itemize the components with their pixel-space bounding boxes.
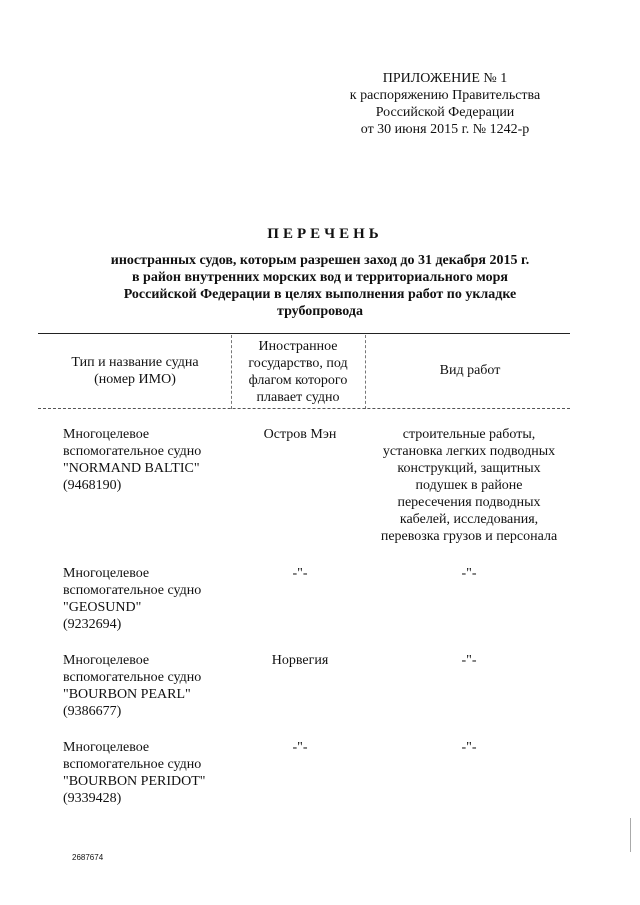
vessel-type: вспомогательное судно [63, 670, 202, 685]
header-column-divider [365, 335, 366, 409]
work-line: -"- [461, 566, 477, 581]
flag-state: Норвегия [271, 653, 329, 668]
work-line: кабелей, исследования, [399, 512, 539, 527]
flag-cell [235, 426, 365, 443]
work-cell [358, 739, 580, 756]
vessel-name: "NORMAND BALTIC" [63, 461, 200, 476]
work-line: подушек в районе [415, 478, 523, 493]
work-line: -"- [461, 740, 477, 755]
vessel-cell [63, 426, 238, 494]
subtitle-line: иностранных судов, которым разрешен заход до 31 декабря 2015 г. [110, 253, 530, 268]
scan-edge-mark [630, 818, 631, 852]
appendix-order-line: к распоряжению Правительства [349, 88, 541, 103]
header-column-divider [231, 335, 232, 409]
work-line: перевозка грузов и персонала [380, 529, 558, 544]
work-line: установка легких подводных [382, 444, 556, 459]
header-work [380, 362, 560, 379]
work-line: -"- [461, 653, 477, 668]
flag-cell [235, 652, 365, 669]
subtitle-line: трубопровода [277, 304, 363, 319]
header-vessel-line: (номер ИМО) [94, 372, 176, 387]
vessel-type: Многоцелевое [63, 653, 150, 668]
flag-cell [235, 739, 365, 756]
flag-state: -"- [292, 740, 308, 755]
document-title: ПЕРЕЧЕНЬ [267, 226, 383, 242]
header-vessel [45, 354, 225, 388]
vessel-name: "BOURBON PEARL" [63, 687, 191, 702]
vessel-imo: (9468190) [63, 478, 122, 493]
vessel-type: вспомогательное судно [63, 583, 202, 598]
subtitle-line: Российской Федерации в целях выполнения работ по укладке [123, 287, 517, 302]
work-cell [358, 565, 580, 582]
work-line: строительные работы, [402, 427, 536, 442]
vessel-name: "GEOSUND" [63, 600, 142, 615]
table-top-rule [38, 333, 570, 334]
vessel-imo: (9339428) [63, 791, 122, 806]
appendix-date-line: от 30 июня 2015 г. № 1242-р [360, 122, 530, 137]
header-flag-line: Иностранное [258, 339, 338, 354]
subtitle-line: в район внутренних морских вод и территориального моря [132, 270, 508, 285]
vessel-type: вспомогательное судно [63, 757, 202, 772]
vessel-type: вспомогательное судно [63, 444, 202, 459]
vessel-cell [63, 652, 238, 720]
vessel-name: "BOURBON PERIDOT" [63, 774, 206, 789]
flag-state: -"- [292, 566, 308, 581]
work-line: конструкций, защитных [397, 461, 541, 476]
header-bottom-rule [38, 408, 570, 409]
flag-cell [235, 565, 365, 582]
header-flag-line: флагом которого [248, 373, 348, 388]
header-vessel-line: Тип и название судна [71, 355, 199, 370]
work-line: пересечения подводных [397, 495, 541, 510]
header-flag [233, 338, 363, 406]
header-work-line: Вид работ [439, 363, 501, 378]
vessel-type: Многоцелевое [63, 740, 150, 755]
vessel-type: Многоцелевое [63, 566, 150, 581]
document-code: 2687674 [72, 853, 104, 862]
vessel-imo: (9386677) [63, 704, 122, 719]
header-flag-line: плавает судно [256, 390, 340, 405]
vessel-imo: (9232694) [63, 617, 122, 632]
header-flag-line: государство, под [248, 356, 348, 371]
work-cell [358, 652, 580, 669]
vessel-cell [63, 739, 238, 807]
vessel-cell [63, 565, 238, 633]
appendix-authority-line: Российской Федерации [375, 105, 515, 120]
appendix-header [330, 70, 560, 138]
document-subtitle [80, 252, 560, 320]
appendix-number: ПРИЛОЖЕНИЕ № 1 [382, 71, 508, 86]
work-cell [358, 426, 580, 545]
flag-state: Остров Мэн [263, 427, 337, 442]
vessel-type: Многоцелевое [63, 427, 150, 442]
